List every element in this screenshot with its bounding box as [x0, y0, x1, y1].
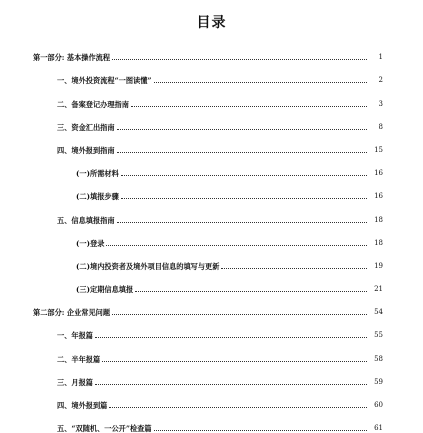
toc-entry[interactable]: [33, 62, 383, 85]
toc-entry-number: 一、: [57, 331, 72, 341]
toc-entry-page: 18: [374, 215, 383, 224]
toc-entry-page: 1: [378, 53, 383, 62]
toc-entry-label: [76, 262, 219, 271]
toc-entry-text: 境外报到指南: [71, 145, 115, 155]
dot-leader: [154, 81, 367, 83]
toc-entry[interactable]: [33, 294, 383, 317]
toc-entry-page: 61: [374, 424, 383, 433]
toc-entry-label: [57, 123, 115, 132]
table-of-contents: [33, 39, 383, 433]
toc-entry[interactable]: [33, 364, 383, 387]
toc-entry-number: 一、: [57, 76, 72, 86]
toc-entry-number: 五、: [57, 424, 72, 433]
dot-leader: [121, 197, 367, 199]
toc-entry-label: [76, 239, 104, 248]
toc-entry-label: [33, 53, 110, 62]
toc-entry-text: 备案登记办理指南: [71, 99, 129, 109]
toc-entry-number: 三、: [57, 377, 72, 387]
dot-leader: [117, 221, 367, 223]
toc-entry-page: 15: [374, 145, 383, 154]
toc-entry-number: 四、: [57, 401, 72, 410]
toc-entry-page: 54: [374, 308, 383, 317]
toc-entry-text: “双随机、一公开”检查篇: [71, 424, 152, 433]
dot-leader: [131, 105, 367, 107]
toc-entry-text: 所需材料: [90, 169, 119, 179]
toc-entry-text: 第二部分: 企业常见问题: [33, 308, 111, 318]
dot-leader: [112, 58, 367, 60]
toc-entry-page: 2: [378, 76, 383, 85]
toc-entry-text: 月报篇: [71, 377, 93, 387]
toc-entry-label: [57, 216, 115, 225]
toc-entry-text: 半年报篇: [71, 354, 101, 364]
toc-entry-label: [57, 100, 129, 109]
dot-leader: [95, 336, 367, 338]
toc-entry[interactable]: [33, 178, 383, 201]
dot-leader: [112, 313, 367, 315]
dot-leader: [106, 244, 367, 246]
toc-entry-text: 定期信息填报: [90, 285, 134, 295]
toc-entry-page: 60: [374, 401, 383, 409]
toc-entry-number: (三): [76, 285, 90, 295]
toc-entry-number: (一): [76, 238, 90, 248]
toc-entry-number: 二、: [57, 99, 72, 109]
toc-entry-text: 年报篇: [71, 331, 93, 341]
toc-entry-page: 55: [374, 331, 383, 340]
toc-entry[interactable]: [33, 155, 383, 178]
toc-entry-number: 三、: [57, 122, 72, 132]
toc-entry-label: [57, 146, 115, 155]
toc-entry-label: [33, 308, 110, 317]
toc-entry[interactable]: [33, 132, 383, 155]
toc-entry-text: 信息填报指南: [71, 215, 115, 225]
toc-entry-page: 59: [374, 377, 383, 386]
dot-leader: [117, 128, 367, 130]
toc-entry-page: 58: [374, 354, 383, 363]
toc-entry[interactable]: [33, 225, 383, 248]
page-title: 目录: [196, 15, 227, 31]
toc-entry[interactable]: [33, 387, 383, 410]
toc-entry-label: [57, 401, 107, 410]
toc-entry-number: (一): [76, 169, 90, 179]
toc-entry-page: 18: [374, 238, 383, 247]
toc-entry-label: [57, 331, 93, 340]
toc-entry-page: 19: [374, 261, 383, 270]
toc-entry-label: [76, 192, 119, 201]
dot-leader: [121, 174, 367, 176]
toc-entry-number: 五、: [57, 215, 72, 225]
dot-leader: [117, 151, 367, 153]
toc-entry-text: 登录: [90, 238, 105, 248]
dot-leader: [154, 429, 367, 431]
toc-entry[interactable]: [33, 340, 383, 363]
toc-entry[interactable]: [33, 201, 383, 224]
toc-entry[interactable]: [33, 109, 383, 132]
toc-entry-label: [57, 355, 100, 364]
dot-leader: [135, 290, 367, 292]
toc-entry-number: (二): [76, 261, 90, 271]
toc-entry[interactable]: [33, 85, 383, 108]
toc-entry-text: 第一部分: 基本操作流程: [33, 53, 111, 63]
toc-entry[interactable]: [33, 410, 383, 433]
toc-entry-page: 21: [374, 285, 383, 294]
toc-entry-text: 境外报到篇: [71, 401, 108, 410]
toc-entry-number: (二): [76, 192, 90, 202]
toc-entry-page: 16: [374, 192, 383, 201]
toc-entry[interactable]: [33, 317, 383, 340]
toc-entry[interactable]: [33, 271, 383, 294]
dot-leader: [102, 360, 367, 362]
toc-entry[interactable]: [33, 248, 383, 271]
toc-entry-text: 境外投资流程“一图读懂”: [71, 76, 152, 86]
toc-entry-label: [57, 378, 93, 387]
toc-entry-page: 3: [378, 99, 383, 108]
toc-entry-text: 资金汇出指南: [71, 122, 115, 132]
dot-leader: [221, 267, 367, 269]
dot-leader: [109, 406, 367, 408]
toc-entry-text: 填报步骤: [90, 192, 119, 202]
toc-entry-number: 二、: [57, 354, 72, 364]
toc-entry[interactable]: [33, 39, 383, 62]
toc-entry-label: [76, 285, 133, 294]
toc-entry-text: 境内投资者及境外项目信息的填写与更新: [90, 261, 220, 271]
toc-entry-label: [76, 169, 119, 178]
dot-leader: [95, 383, 367, 385]
toc-entry-number: 四、: [57, 145, 72, 155]
toc-entry-page: 16: [374, 169, 383, 178]
toc-entry-page: 8: [378, 122, 383, 131]
toc-entry-label: [57, 76, 152, 85]
